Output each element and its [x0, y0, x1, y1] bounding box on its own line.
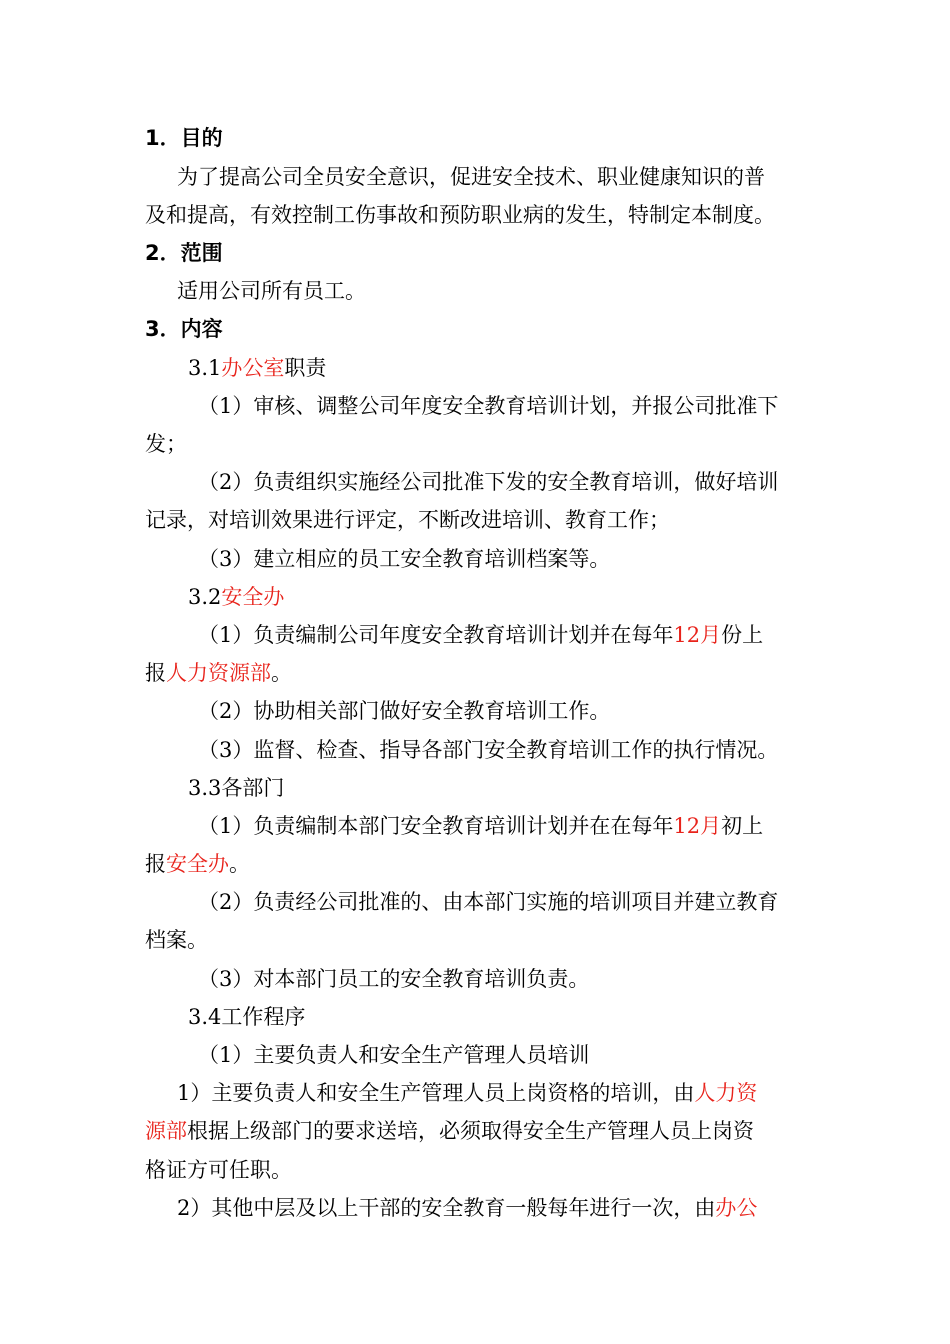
text-run: 报	[145, 661, 166, 685]
section-number: 3.2	[188, 585, 222, 609]
highlight-hr-department: 人力资	[694, 1081, 758, 1105]
paragraph-purpose-line1: 为了提高公司全员安全意识，促进安全技术、职业健康知识的普	[177, 165, 765, 189]
paragraph-scope: 适用公司所有员工。	[177, 279, 366, 303]
highlight-office: 办公室	[221, 356, 285, 380]
item-3-2-2: （2）协助相关部门做好安全教育培训工作。	[198, 699, 611, 723]
item-3-3-2-line2: 档案。	[145, 928, 208, 952]
item-3-3-1-line1	[198, 811, 950, 841]
text-run: 根据上级部门的要求送培，必须取得安全生产管理人员上岗资	[187, 1119, 754, 1143]
item-3-4-1-1-line1	[177, 1078, 950, 1108]
heading-content: 3．内容	[145, 317, 223, 341]
text-run: 。	[229, 852, 250, 876]
item-3-3-3: （3）对本部门员工的安全教育培训负责。	[198, 967, 590, 991]
text-run: 。	[271, 661, 292, 685]
text-run: 1）主要负责人和安全生产管理人员上岗资格的培训，由	[177, 1081, 695, 1105]
item-3-4-1-1-line3: 格证方可任职。	[145, 1158, 292, 1182]
highlight-december: 12月	[673, 623, 722, 647]
item-3-1-2-line2: 记录，对培训效果进行评定，不断改进培训、教育工作；	[145, 508, 670, 532]
highlight-office: 办公	[715, 1196, 758, 1220]
text-run: 2）其他中层及以上干部的安全教育一般每年进行一次，由	[177, 1196, 716, 1220]
text-run: 报	[145, 852, 166, 876]
heading-scope: 2．范围	[145, 241, 223, 265]
item-3-3-1-line2	[145, 849, 950, 879]
item-3-2-1-line2	[145, 658, 950, 688]
highlight-hr-department: 人力资源部	[166, 661, 271, 685]
highlight-hr-department: 源部	[145, 1119, 187, 1143]
section-3-4-heading: 3.4工作程序	[188, 1005, 306, 1029]
heading-purpose: 1．目的	[145, 126, 223, 150]
item-3-2-1-line1	[198, 620, 950, 650]
item-3-4-1-1-line2	[145, 1116, 950, 1146]
item-3-1-1-line2: 发；	[145, 432, 187, 456]
text-run: （1）负责编制公司年度安全教育培训计划并在每年	[198, 623, 674, 647]
item-3-2-3: （3）监督、检查、指导各部门安全教育培训工作的执行情况。	[198, 738, 779, 762]
section-3-1-heading	[188, 353, 950, 383]
item-3-1-3: （3）建立相应的员工安全教育培训档案等。	[198, 547, 611, 571]
section-title-rest: 职责	[284, 356, 327, 380]
highlight-december: 12月	[673, 814, 722, 838]
paragraph-purpose-line2: 及和提高，有效控制工伤事故和预防职业病的发生，特制定本制度。	[145, 203, 775, 227]
item-3-1-1-line1: （1）审核、调整公司年度安全教育培训计划，并报公司批准下	[198, 394, 779, 418]
item-3-1-2-line1: （2）负责组织实施经公司批准下发的安全教育培训，做好培训	[198, 470, 779, 494]
text-run: 初上	[721, 814, 764, 838]
text-run: 份上	[721, 623, 764, 647]
item-3-3-2-line1: （2）负责经公司批准的、由本部门实施的培训项目并建立教育	[198, 890, 779, 914]
item-3-4-1-2-line1	[177, 1193, 950, 1223]
section-3-2-heading	[188, 582, 950, 612]
item-3-4-1: （1）主要负责人和安全生产管理人员培训	[198, 1043, 590, 1067]
highlight-safety-office: 安全办	[221, 585, 285, 609]
section-3-3-heading: 3.3各部门	[188, 776, 285, 800]
highlight-safety-office: 安全办	[166, 852, 229, 876]
text-run: （1）负责编制本部门安全教育培训计划并在在每年	[198, 814, 674, 838]
section-number: 3.1	[188, 356, 222, 380]
